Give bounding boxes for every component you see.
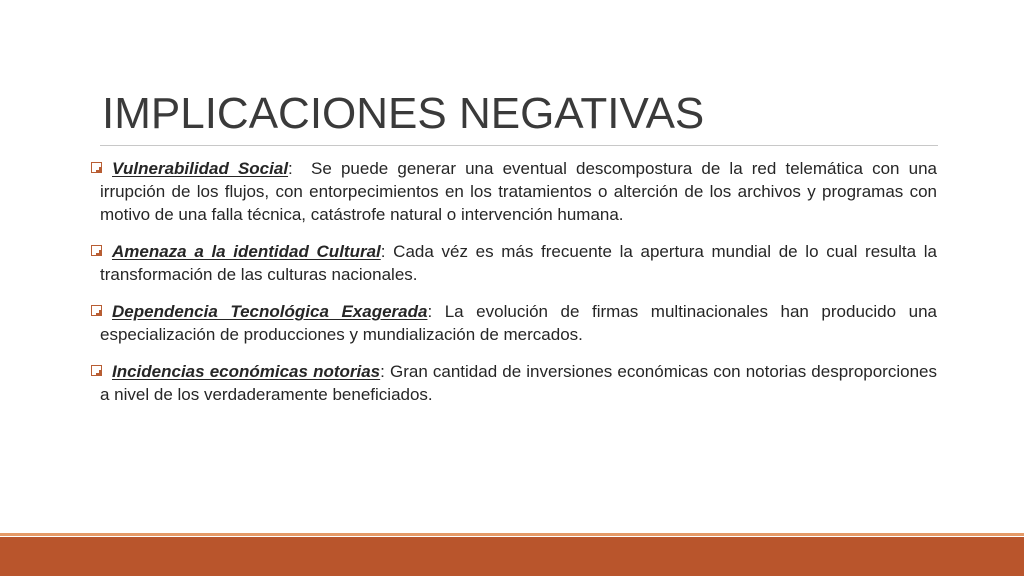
item-term: Amenaza a la identidad Cultural: [112, 242, 381, 261]
item-text: La evolución de firmas multinacionales han producido una especialización de producciones y mundialización de mercados.: [100, 302, 937, 344]
checkbox-square-icon: [91, 305, 102, 316]
checkbox-square-icon: [91, 162, 102, 173]
item-term: Dependencia Tecnológica Exagerada: [112, 302, 428, 321]
title-divider: [100, 145, 938, 146]
item-separator: :: [380, 242, 386, 261]
item-separator: :: [427, 302, 433, 321]
list-item: [100, 157, 942, 226]
checkbox-square-icon: [91, 245, 102, 256]
list-item: [100, 240, 937, 286]
item-text: Cada véz es más frecuente la apertura mundial de lo cual resulta la transformación de las culturas nacionales.: [100, 242, 937, 284]
item-separator: :: [288, 159, 293, 178]
slide-title: IMPLICACIONES NEGATIVAS: [102, 89, 705, 138]
list-item: [100, 300, 937, 346]
footer-accent-line: [0, 533, 1024, 536]
item-separator: :: [380, 362, 385, 381]
checkbox-square-icon: [91, 365, 102, 376]
footer-bar: [0, 537, 1024, 576]
list-item: [100, 360, 937, 406]
item-text: Se puede generar una eventual descompostura de la red telemática con una irrupción de los flujos, con entorpecimientos en los tratamientos o alterción de los archivos y programas con motivo de una falla técnica, catástrofe natural o intervención humana.: [100, 159, 942, 224]
item-term: Incidencias económicas notorias: [112, 362, 381, 381]
bullet-list: [100, 157, 942, 420]
item-text: Gran cantidad de inversiones económicas con notorias desproporciones a nivel de los verdaderamente beneficiados.: [100, 362, 937, 404]
item-term: Vulnerabilidad Social: [112, 159, 289, 178]
